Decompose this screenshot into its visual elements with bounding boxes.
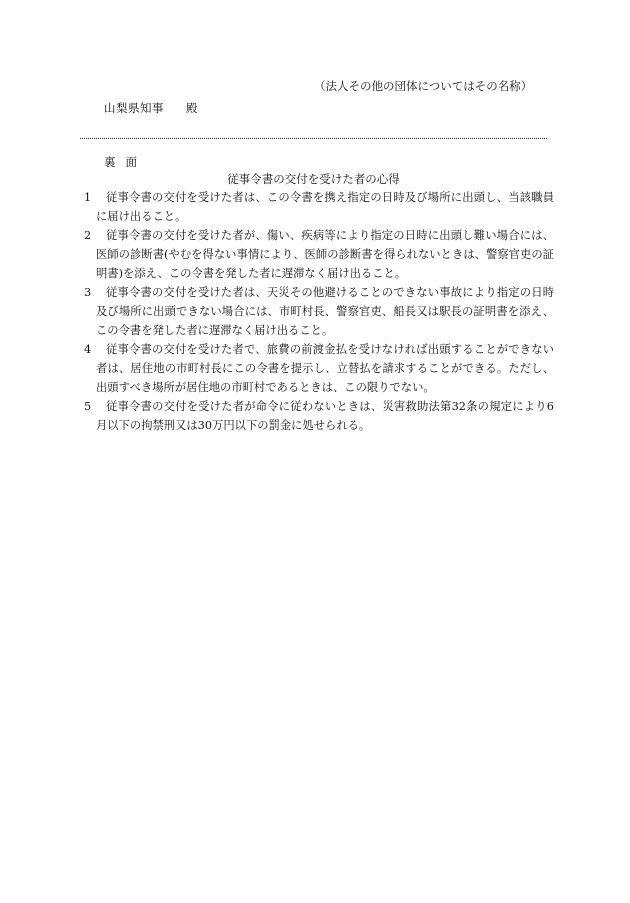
- instruction-item: [84, 226, 554, 283]
- instruction-item: [84, 188, 554, 226]
- item-number: 4: [84, 343, 92, 356]
- instruction-item: [84, 397, 554, 435]
- dotted-divider: [80, 138, 547, 139]
- instructions-title: 従事令書の交付を受けた者の心得: [227, 172, 400, 186]
- item-text: 従事令書の交付を受けた者が、傷い、疾病等により指定の日時に出頭し難い場合には、医師の診断書(やむを得ない事情により、医師の診断書を得られないときは、警察官吏の証明書)を添え、この令書を発した者に遅滞なく届け出ること。: [96, 229, 554, 280]
- item-number: 5: [84, 400, 92, 413]
- item-number: 2: [84, 229, 92, 242]
- instruction-item: [84, 283, 554, 340]
- item-number: 3: [84, 286, 92, 299]
- item-number: 1: [84, 191, 92, 204]
- item-text: 従事令書の交付を受けた者は、天災その他避けることのできない事故により指定の日時及び場所に出頭できない場合には、市町村長、警察官吏、船長又は駅長の証明書を添え、この令書を発した者に遅滞なく届け出ること。: [96, 286, 554, 337]
- item-text: 従事令書の交付を受けた者で、旅費の前渡金払を受けなければ出頭することができない者は、居住地の市町村長にこの令書を提示し、立替払を請求することができる。ただし、出頭すべき場所が居住地の市町村であるときは、この限りでない。: [96, 343, 554, 394]
- item-text: 従事令書の交付を受けた者は、この令書を携え指定の日時及び場所に出頭し、当該職員に届け出ること。: [96, 191, 554, 223]
- honorific: 殿: [186, 101, 198, 115]
- addressee-line: [104, 100, 198, 116]
- item-text: 従事令書の交付を受けた者が命令に従わないときは、災害救助法第32条の規定により6月以下の拘禁刑又は30万円以下の罰金に処せられる。: [96, 400, 554, 432]
- organization-name-note: （法人その他の団体についてはその名称）: [314, 79, 533, 93]
- instructions-list: [84, 188, 554, 435]
- back-side-label: 裏面: [104, 155, 147, 169]
- addressee-name: 山梨県知事: [104, 101, 164, 115]
- instruction-item: [84, 340, 554, 397]
